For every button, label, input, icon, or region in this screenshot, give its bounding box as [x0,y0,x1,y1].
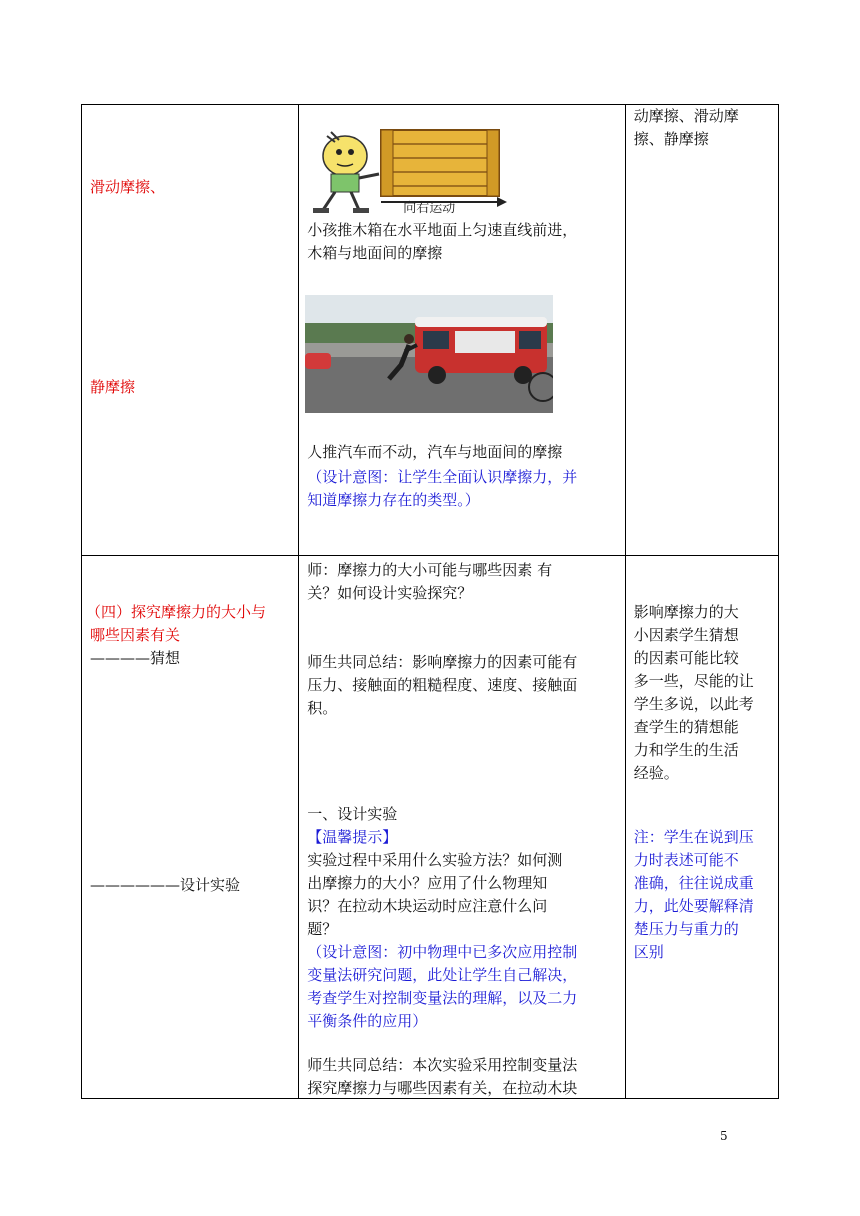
row1-col1 [82,105,299,556]
note1-line8: 经验。 [633,764,679,782]
design-experiment-label: ——————设计实验 [90,876,241,894]
row2-col1 [82,556,299,1099]
teacher-question-line2: 关？如何设计实验探究？ [307,584,473,602]
intent2-line4: 平衡条件的应用） [307,1012,428,1030]
note2-line6: 区别 [633,943,664,961]
row2-col3 [625,556,778,1099]
note1-line5: 学生多说，以此考 [633,695,754,713]
tip-line2: 出摩擦力的大小？应用了什么物理知 [307,874,548,892]
note2-line4: 力，此处要解释清 [633,897,754,915]
design-intent-line2: 知道摩擦力存在的类型。） [307,491,480,509]
note1-line6: 查学生的猜想能 [633,718,739,736]
table-row [82,556,779,1099]
summary2-line2: 探究摩擦力与哪些因素有关，在拉动木块 [307,1079,578,1097]
friction-types-line1: 动摩擦、滑动摩 [633,107,739,125]
section-heading-line2: 哪些因素有关 [90,626,181,644]
note1-line4: 多一些，尽能的让 [633,672,754,690]
row1-col3 [625,105,778,556]
tip-line4: 题？ [307,920,338,938]
note1-line2: 小因素学生猜想 [633,626,739,644]
guess-label: ————猜想 [90,649,181,667]
note2-line5: 楚压力与重力的 [633,920,739,938]
note1-line1: 影响摩擦力的大 [633,603,739,621]
friction-types-line2: 擦、静摩擦 [633,130,709,148]
bus-text: 人推汽车而不动，汽车与地面间的摩擦 [307,443,563,461]
intent2-line1: （设计意图：初中物理中已多次应用控制 [307,943,578,961]
page-number: 5 [720,1129,728,1143]
intent2-line2: 变量法研究问题，此处让学生自己解决， [307,966,578,984]
tip-line3: 识？在拉动木块运动时应注意什么问 [307,897,548,915]
child-pushing-box-image [305,126,511,218]
table-row [82,105,779,556]
tip-label: 【温馨提示】 [307,828,398,846]
summary2-line1: 师生共同总结：本次实验采用控制变量法 [307,1056,578,1074]
section-heading-line1: （四）探究摩擦力的大小与 [86,603,267,621]
note1-line7: 力和学生的生活 [633,741,739,759]
person-pushing-bus-photo [305,295,553,413]
row2-col2 [299,556,625,1099]
design-title: 一、设计实验 [307,805,398,823]
box-text-line1: 小孩推木箱在水平地面上匀速直线前进， [307,221,578,239]
sliding-friction-label: 滑动摩擦、 [90,178,166,196]
static-friction-label: 静摩擦 [90,378,136,396]
lesson-table [81,104,779,1099]
box-image-caption: 向右运动 [403,201,456,216]
teacher-question-line1: 师：摩擦力的大小可能与哪些因素 有 [307,561,553,579]
intent2-line3: 考查学生对控制变量法的理解，以及二力 [307,989,578,1007]
note2-line1: 注：学生在说到压 [633,828,754,846]
note2-line2: 力时表述可能不 [633,851,739,869]
note2-line3: 准确，往往说成重 [633,874,754,892]
tip-line1: 实验过程中采用什么实验方法？如何测 [307,851,563,869]
summary1-line1: 师生共同总结：影响摩擦力的因素可能有 [307,653,578,671]
summary1-line2: 压力、接触面的粗糙程度、速度、接触面 [307,676,578,694]
row1-col2 [299,105,625,556]
summary1-line3: 积。 [307,699,338,717]
box-text-line2: 木箱与地面间的摩擦 [307,244,443,262]
design-intent-line1: （设计意图：让学生全面认识摩擦力，并 [307,468,578,486]
note1-line3: 的因素可能比较 [633,649,739,667]
